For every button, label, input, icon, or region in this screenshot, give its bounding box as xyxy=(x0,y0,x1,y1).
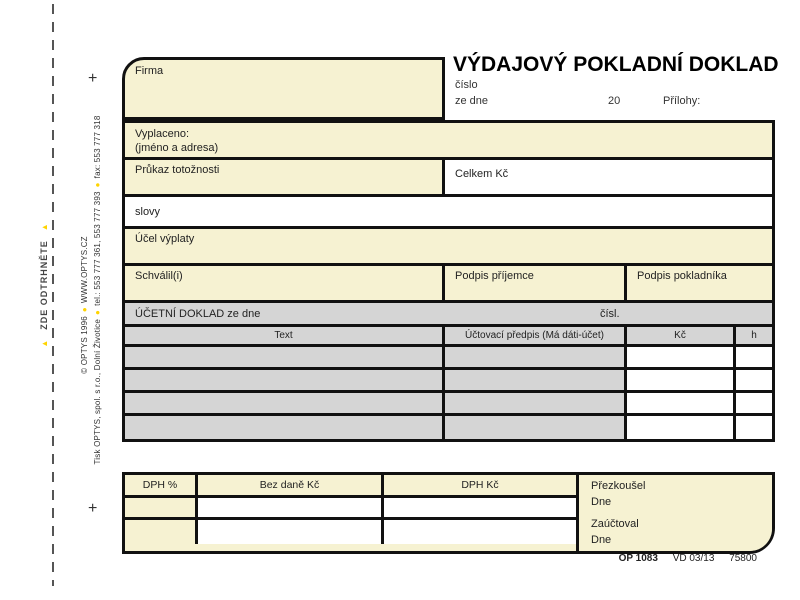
column-header-predpis: Účtovací předpis (Má dáti-účet) xyxy=(445,327,627,344)
printer-name: Tisk OPTYS, spol. s r.o., Dolní Životice xyxy=(92,318,102,465)
vyplaceno-sublabel: (jméno a adresa) xyxy=(135,142,219,154)
cell-dph-kc[interactable] xyxy=(384,498,576,517)
table-row xyxy=(125,370,772,393)
perforation-dashed-line xyxy=(52,4,54,586)
vat-table xyxy=(125,475,579,551)
field-prukaz-totoznosti[interactable] xyxy=(125,160,445,194)
table-row xyxy=(125,416,772,439)
main-form xyxy=(122,120,775,442)
printer-imprint-line2 xyxy=(78,230,90,380)
celkem-kc-label: Celkem Kč xyxy=(455,168,509,180)
field-slovy[interactable] xyxy=(125,197,772,229)
tear-arrow-icon: ▲ xyxy=(39,338,49,348)
cell-h[interactable] xyxy=(736,393,772,413)
cell-text[interactable] xyxy=(125,416,445,439)
field-ucel-vyplaty[interactable] xyxy=(125,229,772,266)
printer-phone: tel.: 553 777 361, 553 777 393 xyxy=(92,191,102,306)
cell-kc[interactable] xyxy=(627,393,736,413)
cell-kc[interactable] xyxy=(627,347,736,367)
printer-imprint-line1 xyxy=(91,100,103,480)
registration-mark-bottom: + xyxy=(88,500,98,517)
cislo-label: číslo xyxy=(455,79,478,91)
prezkousel-dne-label: Dne xyxy=(591,496,612,508)
column-header-dph-kc: DPH Kč xyxy=(384,475,576,495)
cell-dph-pct[interactable] xyxy=(125,520,198,544)
cell-h[interactable] xyxy=(736,370,772,390)
cell-predpis[interactable] xyxy=(445,416,627,439)
field-podpis-pokladnika[interactable] xyxy=(627,266,772,300)
form-code-footer xyxy=(455,553,757,564)
cell-predpis[interactable] xyxy=(445,393,627,413)
field-schvalil[interactable] xyxy=(125,266,445,300)
firma-label: Firma xyxy=(135,65,164,77)
cell-text[interactable] xyxy=(125,370,445,390)
zauctoval-label: Zaúčtoval xyxy=(591,518,639,530)
separator-dot-icon: ● xyxy=(92,182,102,188)
column-header-bez-dane: Bez daně Kč xyxy=(198,475,384,495)
field-cislo[interactable] xyxy=(455,79,478,91)
document-header xyxy=(453,53,779,117)
vat-section xyxy=(122,472,775,554)
prezkousel-label: Přezkoušel xyxy=(591,480,646,492)
column-header-kc: Kč xyxy=(627,327,736,344)
ucetni-doklad-label: ÚČETNÍ DOKLAD ze dne xyxy=(135,307,261,320)
tear-here-label xyxy=(38,222,50,348)
table-row xyxy=(125,393,772,416)
cell-kc[interactable] xyxy=(627,416,736,439)
vat-row xyxy=(125,498,576,520)
page-title: VÝDAJOVÝ POKLADNÍ DOKLAD xyxy=(453,53,779,76)
form-number: 75800 xyxy=(729,553,757,564)
tear-here-text: ZDE ODTRHNĚTE xyxy=(39,240,49,330)
cell-dph-pct[interactable] xyxy=(125,498,198,517)
field-vyplaceno[interactable] xyxy=(125,123,772,160)
field-podpis-prijemce[interactable] xyxy=(445,266,627,300)
slovy-label: slovy xyxy=(135,206,161,218)
tear-arrow-icon: ▲ xyxy=(39,222,49,232)
vat-table-header xyxy=(125,475,576,498)
cell-bez-dane[interactable] xyxy=(198,520,384,544)
form-code: OP 1083 xyxy=(618,553,658,564)
registration-mark-top: + xyxy=(88,70,98,87)
field-celkem-kc[interactable] xyxy=(445,160,772,194)
year-prefix: 20 xyxy=(608,95,621,107)
cell-kc[interactable] xyxy=(627,370,736,390)
ucel-label: Účel výplaty xyxy=(135,233,195,245)
separator-dot-icon: ● xyxy=(79,307,89,313)
copyright-text: © OPTYS 1996 xyxy=(79,316,89,374)
podpis-prijemce-label: Podpis příjemce xyxy=(455,270,534,282)
cell-text[interactable] xyxy=(125,393,445,413)
accounting-table-header xyxy=(125,327,772,347)
cell-predpis[interactable] xyxy=(445,370,627,390)
field-ze-dne[interactable] xyxy=(455,95,773,107)
cell-dph-kc[interactable] xyxy=(384,520,576,544)
cell-bez-dane[interactable] xyxy=(198,498,384,517)
table-row xyxy=(125,347,772,370)
accounting-doc-bar xyxy=(125,303,772,327)
website-text: WWW.OPTYS.CZ xyxy=(79,236,89,304)
column-header-text: Text xyxy=(125,327,445,344)
review-block[interactable] xyxy=(579,475,772,551)
vat-row xyxy=(125,520,576,544)
prilohy-label: Přílohy: xyxy=(663,95,701,107)
vyplaceno-label: Vyplaceno: xyxy=(135,128,190,140)
form-version: VD 03/13 xyxy=(672,553,715,564)
cell-h[interactable] xyxy=(736,347,772,367)
cisl-label: čísl. xyxy=(600,308,620,320)
prukaz-label: Průkaz totožnosti xyxy=(135,164,220,176)
column-header-h: h xyxy=(736,327,772,344)
printer-fax: fax: 553 777 318 xyxy=(92,115,102,179)
cell-predpis[interactable] xyxy=(445,347,627,367)
zauctoval-dne-label: Dne xyxy=(591,534,612,546)
cell-text[interactable] xyxy=(125,347,445,367)
field-firma[interactable] xyxy=(122,57,445,120)
cell-h[interactable] xyxy=(736,416,772,439)
schvalil-label: Schválil(i) xyxy=(135,270,183,282)
podpis-pokladnika-label: Podpis pokladníka xyxy=(637,270,727,282)
separator-dot-icon: ● xyxy=(92,309,102,315)
ze-dne-label: ze dne xyxy=(455,95,489,107)
column-header-dph-pct: DPH % xyxy=(125,475,198,495)
